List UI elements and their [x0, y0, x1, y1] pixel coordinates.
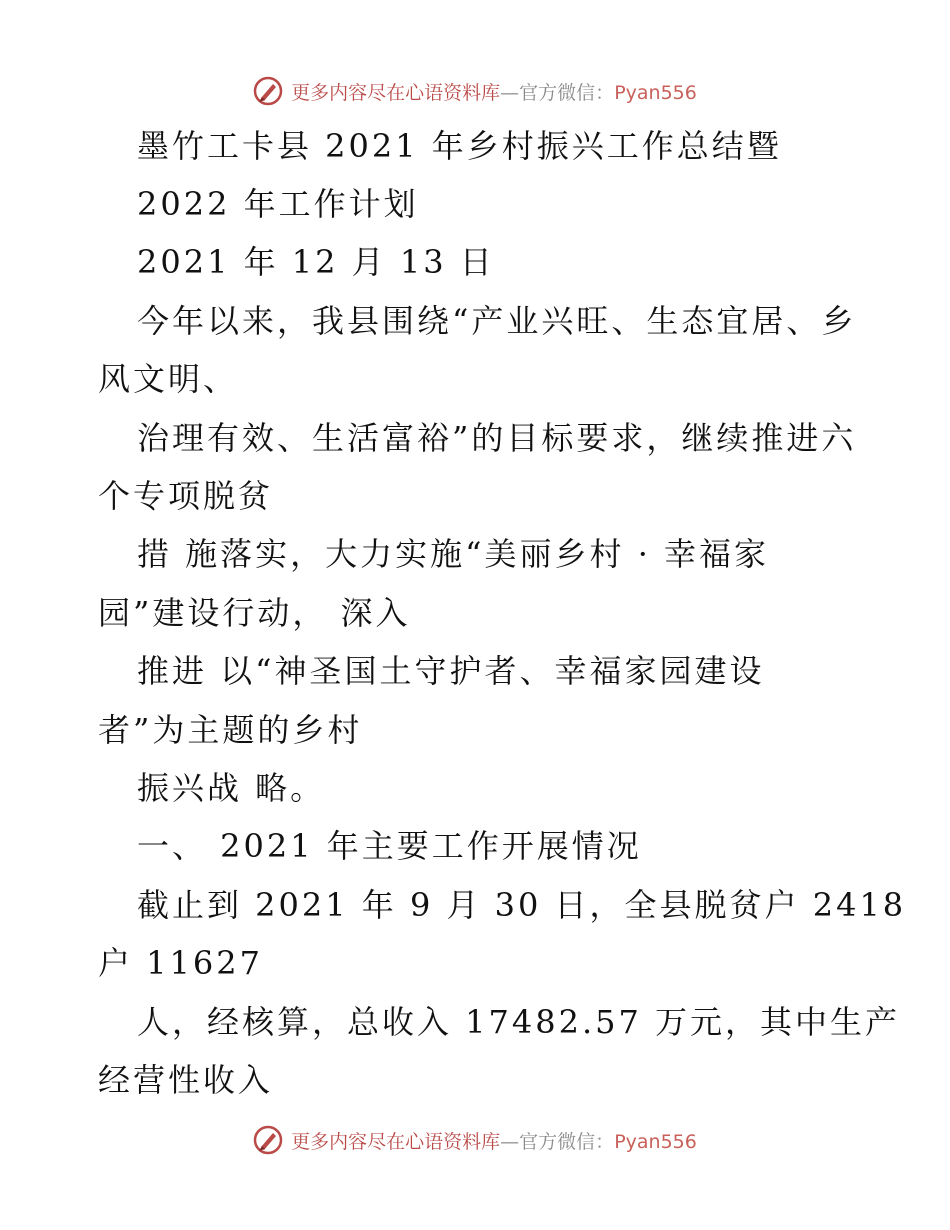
pen-logo-icon — [253, 76, 283, 106]
watermark-main: 更多内容尽在心语资料库 — [291, 81, 501, 104]
watermark-main: 更多内容尽在心语资料库 — [291, 1130, 501, 1153]
pen-logo-icon — [253, 1125, 283, 1155]
doc-line-12: 振兴战 略。 — [137, 769, 326, 807]
doc-line-17: 经营性收入 — [98, 1061, 274, 1099]
doc-line-10: 推进 以“神圣国土守护者、幸福家园建设 — [137, 652, 765, 690]
watermark-label: 官方微信： — [519, 1130, 615, 1153]
watermark-text — [291, 1127, 697, 1154]
section-heading-1: 一、 2021 年主要工作开展情况 — [137, 827, 642, 865]
doc-line-7: 个专项脱贫 — [98, 477, 274, 515]
doc-line-11: 者”为主题的乡村 — [98, 711, 363, 749]
doc-line-14: 截止到 2021 年 9 月 30 日，全县脱贫户 2418 — [137, 886, 907, 924]
doc-line-4: 今年以来，我县围绕“产业兴旺、生态宜居、乡 — [137, 302, 857, 340]
doc-line-15: 户 11627 — [98, 944, 263, 982]
watermark-header — [0, 71, 950, 111]
doc-line-9: 园”建设行动， 深入 — [98, 594, 411, 632]
watermark-label: 官方微信： — [519, 81, 615, 104]
doc-date: 2021 年 12 月 13 日 — [137, 243, 495, 281]
doc-line-5: 风文明、 — [98, 360, 239, 398]
watermark-account: Pyan556 — [614, 81, 697, 104]
watermark-account: Pyan556 — [614, 1130, 697, 1153]
doc-line-6: 治理有效、生活富裕”的目标要求，继续推进六 — [137, 419, 857, 457]
watermark-dash: — — [500, 81, 520, 104]
doc-line-16: 人，经核算，总收入 17482.57 万元，其中生产 — [137, 1003, 901, 1041]
doc-title-line-1: 墨竹工卡县 2021 年乡村振兴工作总结暨 — [137, 127, 782, 165]
watermark-footer — [0, 1120, 950, 1160]
watermark-dash: — — [500, 1130, 520, 1153]
doc-title-line-2: 2022 年工作计划 — [137, 185, 419, 223]
watermark-text — [291, 78, 697, 105]
doc-line-8: 措 施落实，大力实施“美丽乡村 · 幸福家 — [137, 535, 770, 573]
